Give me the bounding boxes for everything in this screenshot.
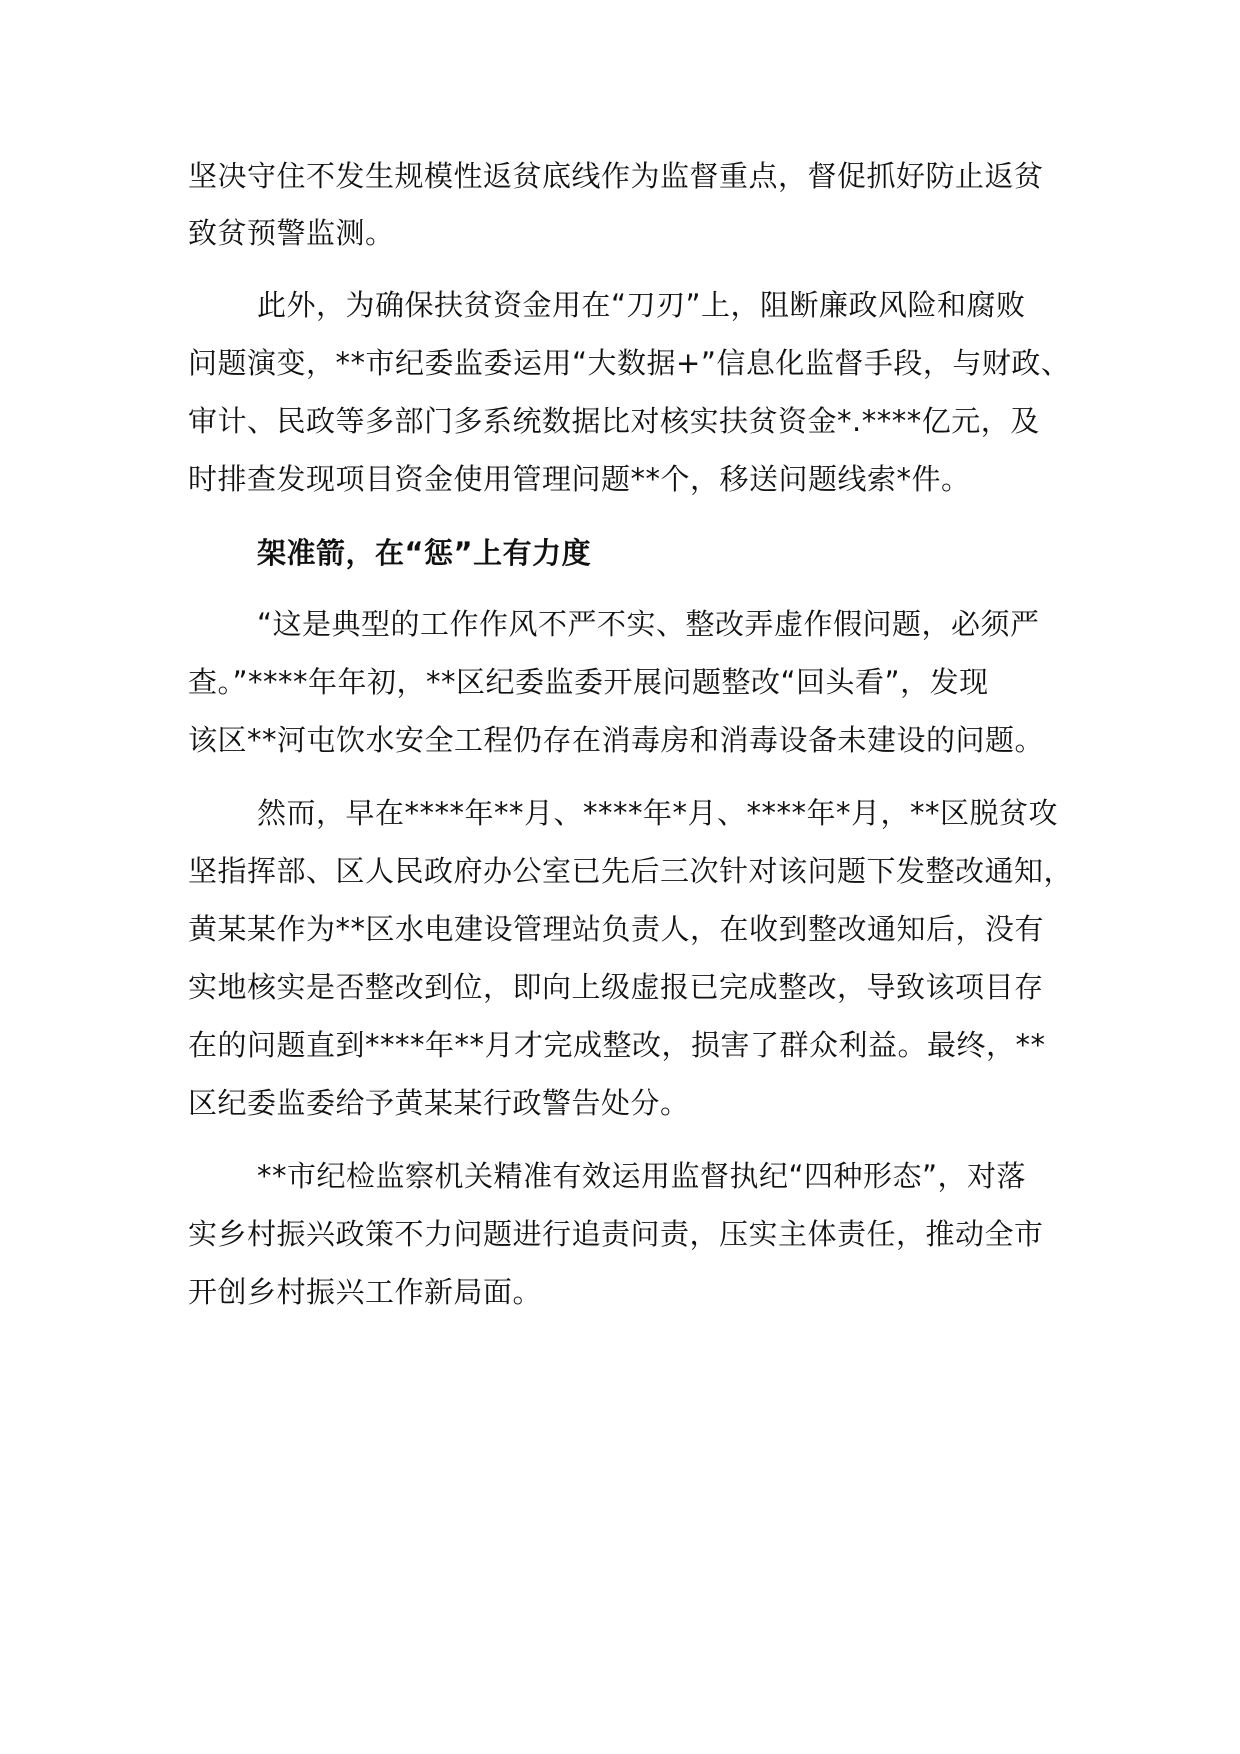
paragraph-1-line-1: 坚决守住不发生规模性返贫底线作为监督重点，督促抓好防止返贫 (188, 159, 1044, 193)
paragraph-2-line-1: 此外，为确保扶贫资金用在“刀刃”上，阻断廉政风险和腐败 (257, 288, 1026, 322)
paragraph-4-line-5: 在的问题直到****年**月才完成整改，损害了群众利益。最终，** (188, 1028, 1046, 1062)
paragraph-4-line-6: 区纪委监委给予黄某某行政警告处分。 (188, 1086, 690, 1120)
paragraph-2-line-2: 问题演变，**市纪委监委运用“大数据+”信息化监督手段，与财政、 (188, 346, 1071, 380)
paragraph-4-line-3: 黄某某作为**区水电建设管理站负责人，在收到整改通知后，没有 (188, 912, 1045, 946)
paragraph-1-line-2: 致贫预警监测。 (188, 216, 395, 250)
paragraph-3-line-3: 该区**河屯饮水安全工程仍存在消毒房和消毒设备未建设的问题。 (188, 723, 1045, 757)
paragraph-3-line-1: “这是典型的工作作风不严不实、整改弄虚作假问题，必须严 (257, 607, 1040, 641)
paragraph-4-line-2: 坚指挥部、区人民政府办公室已先后三次针对该问题下发整改通知， (188, 854, 1074, 888)
paragraph-4-line-1: 然而，早在****年**月、****年*月、****年*月，**区脱贫攻 (257, 796, 1059, 830)
section-heading: 架准箭，在“惩”上有力度 (257, 536, 592, 570)
paragraph-5-line-1: **市纪检监察机关精准有效运用监督执纪“四种形态”，对落 (257, 1159, 1027, 1193)
paragraph-4-line-4: 实地核实是否整改到位，即向上级虚报已完成整改，导致该项目存 (188, 970, 1044, 1004)
paragraph-2-line-4: 时排查发现项目资金使用管理问题**个，移送问题线索*件。 (188, 462, 971, 496)
paragraph-5-line-3: 开创乡村振兴工作新局面。 (188, 1275, 543, 1309)
paragraph-5-line-2: 实乡村振兴政策不力问题进行追责问责，压实主体责任，推动全市 (188, 1217, 1044, 1251)
paragraph-3-line-2: 查。”****年年初，**区纪委监委开展问题整改“回头看”，发现 (188, 665, 989, 699)
paragraph-2-line-3: 审计、民政等多部门多系统数据比对核实扶贫资金*.****亿元，及 (188, 404, 1040, 438)
